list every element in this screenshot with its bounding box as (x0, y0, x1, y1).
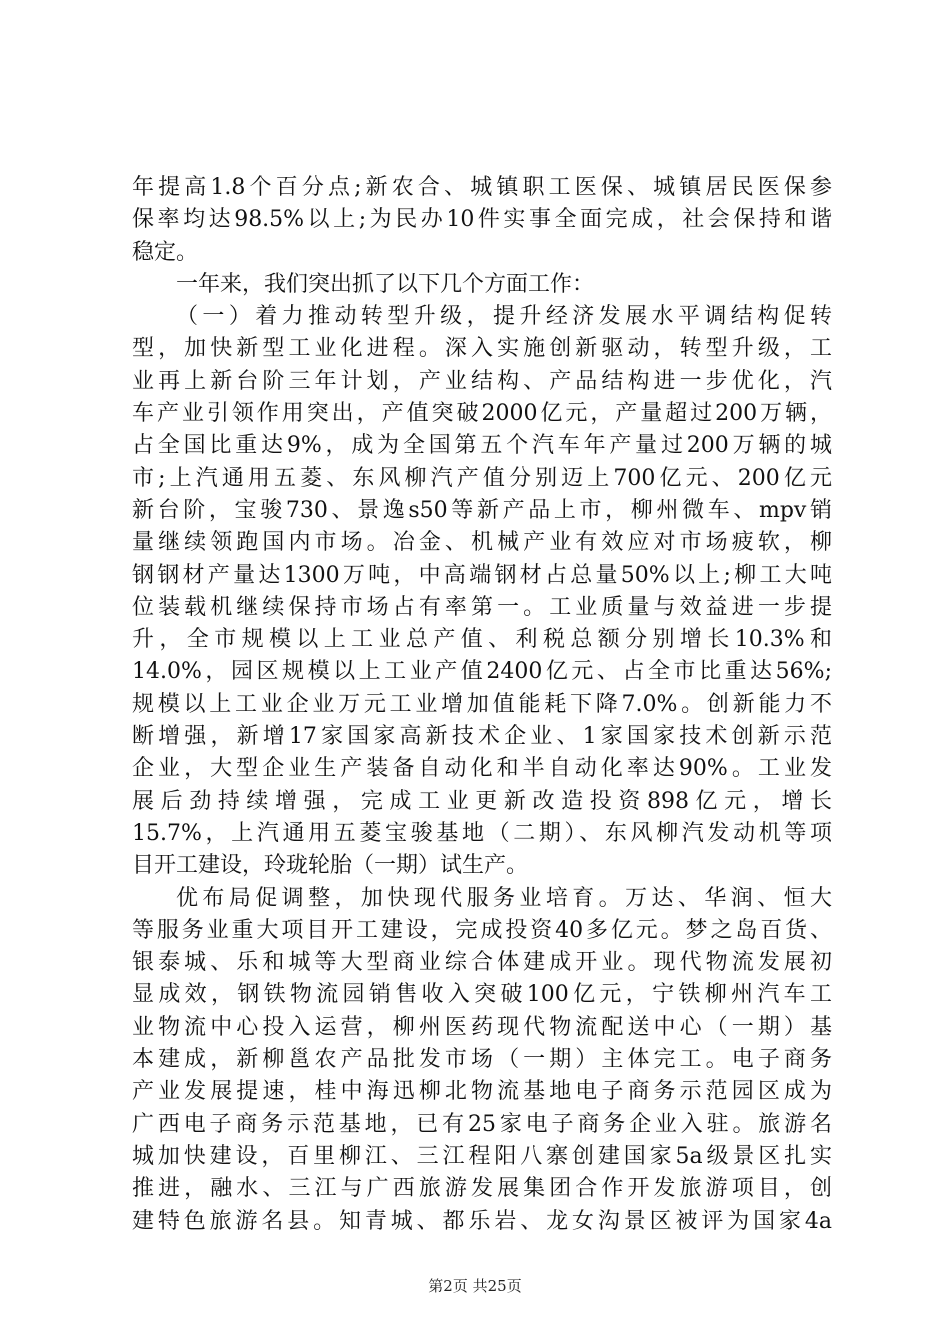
text-line: 广西电子商务示范基地，已有25家电子商务企业入驻。旅游名 (132, 1111, 832, 1137)
text-line: 城加快建设，百里柳江、三江程阳八寨创建国家5a级景区扎实 (132, 1143, 832, 1169)
text-line: 业物流中心投入运营，柳州医药现代物流配送中心（一期）基 (132, 1014, 832, 1040)
text-line: 稳定。 (132, 239, 199, 265)
text-line: 产业发展提速，桂中海迅柳北物流基地电子商务示范园区成为 (132, 1079, 832, 1105)
page-number-footer: 第2页 共25页 (428, 1277, 522, 1295)
text-line: 保率均达98.5%以上;为民办10件实事全面完成，社会保持和谐 (132, 207, 832, 233)
text-line: 银泰城、乐和城等大型商业综合体建成开业。现代物流发展初 (132, 950, 832, 976)
text-line: 展后劲持续增强，完成工业更新改造投资898亿元，增长 (132, 788, 832, 814)
text-line: 车产业引领作用突出，产值突破2000亿元，产量超过200万辆， (132, 401, 832, 427)
text-line: 占全国比重达9%，成为全国第五个汽车年产量过200万辆的城 (132, 433, 832, 459)
text-line: 新台阶，宝骏730、景逸s50等新产品上市，柳州微车、mpv销 (132, 497, 832, 523)
text-line: 显成效，钢铁物流园销售收入突破100亿元，宁铁柳州汽车工 (132, 982, 832, 1008)
text-line: 钢钢材产量达1300万吨，中高端钢材占总量50%以上;柳工大吨 (132, 562, 832, 588)
text-line: （一）着力推动转型升级，提升经济发展水平调结构促转 (176, 304, 832, 330)
text-line: 目开工建设，玲珑轮胎（一期）试生产。 (132, 853, 529, 879)
text-line: 位装载机继续保持市场占有率第一。工业质量与效益进一步提 (132, 594, 832, 620)
text-line: 年提高1.8个百分点;新农合、城镇职工医保、城镇居民医保参 (132, 175, 832, 200)
document-body (132, 172, 832, 1238)
text-line: 等服务业重大项目开工建设，完成投资40多亿元。梦之岛百货、 (132, 917, 832, 943)
text-line: 市;上汽通用五菱、东风柳汽产值分别迈上700亿元、200亿元 (132, 465, 832, 491)
text-line: 推进，融水、三江与广西旅游发展集团合作开发旅游项目，创 (132, 1176, 832, 1202)
text-line: 断增强，新增17家国家高新技术企业、1家国家技术创新示范 (132, 724, 832, 750)
text-line: 建特色旅游名县。知青城、都乐岩、龙女沟景区被评为国家4a (132, 1208, 832, 1234)
text-line: 型，加快新型工业化进程。深入实施创新驱动，转型升级，工 (132, 336, 832, 362)
text-line: 业再上新台阶三年计划，产业结构、产品结构进一步优化，汽 (132, 368, 832, 394)
text-line: 企业，大型企业生产装备自动化和半自动化率达90%。工业发 (132, 756, 832, 782)
text-line: 升，全市规模以上工业总产值、利税总额分别增长10.3%和 (132, 627, 832, 653)
text-line: 14.0%，园区规模以上工业产值2400亿元、占全市比重达56%; (132, 659, 832, 685)
text-line: 量继续领跑国内市场。冶金、机械产业有效应对市场疲软，柳 (132, 530, 832, 556)
text-line: 本建成，新柳邕农产品批发市场（一期）主体完工。电子商务 (132, 1047, 832, 1073)
text-line: 一年来，我们突出抓了以下几个方面工作： (176, 271, 595, 297)
text-line: 规模以上工业企业万元工业增加值能耗下降7.0%。创新能力不 (132, 691, 832, 717)
text-line: 15.7%，上汽通用五菱宝骏基地（二期）、东风柳汽发动机等项 (132, 820, 832, 846)
text-line: 优布局促调整，加快现代服务业培育。万达、华润、恒大 (176, 885, 832, 911)
